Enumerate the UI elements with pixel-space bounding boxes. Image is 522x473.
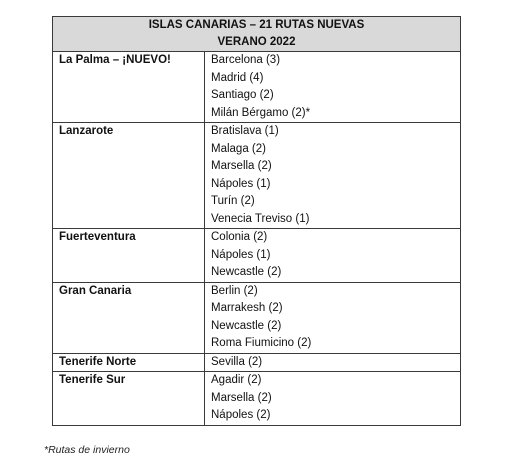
island-name: Lanzarote	[53, 123, 205, 229]
table-row	[53, 282, 461, 353]
island-name: La Palma – ¡NUEVO!	[53, 52, 205, 123]
footnote: *Rutas de invierno	[44, 444, 130, 456]
route-item: Agadir (2)	[211, 374, 262, 386]
route-item: Marsella (2)	[211, 160, 272, 172]
header-subtitle: VERANO 2022	[217, 36, 296, 48]
route-item: Marrakesh (2)	[211, 302, 283, 314]
route-item: Malaga (2)	[211, 142, 266, 155]
table-row	[53, 372, 461, 426]
route-list	[205, 372, 461, 426]
table-row	[53, 52, 461, 123]
island-name: Tenerife Norte	[53, 353, 205, 372]
route-item: Turín (2)	[211, 195, 255, 207]
route-item: Nápoles (1)	[211, 177, 271, 190]
island-name: Fuerteventura	[53, 229, 205, 283]
route-item: Santiago (2)	[211, 89, 274, 101]
route-list	[205, 353, 461, 372]
table-row	[53, 123, 461, 229]
route-item: Barcelona (3)	[211, 54, 281, 66]
route-item: Nápoles (1)	[211, 248, 271, 261]
route-item: Milán Bérgamo (2)*	[211, 106, 311, 119]
routes-table	[52, 16, 461, 426]
table-header	[53, 17, 461, 52]
route-item: Marsella (2)	[211, 391, 272, 404]
header-title: ISLAS CANARIAS – 21 RUTAS NUEVAS	[148, 19, 365, 31]
island-name: Tenerife Sur	[53, 372, 205, 426]
route-item: Bratislava (1)	[211, 125, 279, 137]
route-item: Madrid (4)	[211, 71, 264, 84]
route-item: Newcastle (2)	[211, 266, 282, 278]
island-name: Gran Canaria	[53, 282, 205, 353]
route-item: Nápoles (2)	[211, 409, 271, 421]
route-item: Sevilla (2)	[211, 355, 263, 368]
route-list	[205, 282, 461, 353]
table-row	[53, 353, 461, 372]
route-list	[205, 123, 461, 229]
table-header-row	[53, 17, 461, 52]
table-row	[53, 229, 461, 283]
route-item: Berlin (2)	[211, 284, 258, 297]
route-item: Newcastle (2)	[211, 319, 282, 332]
route-list	[205, 229, 461, 283]
route-item: Roma Fiumicino (2)	[211, 337, 312, 349]
route-list	[205, 52, 461, 123]
route-item: Venecia Treviso (1)	[211, 212, 310, 225]
route-item: Colonia (2)	[211, 231, 268, 243]
